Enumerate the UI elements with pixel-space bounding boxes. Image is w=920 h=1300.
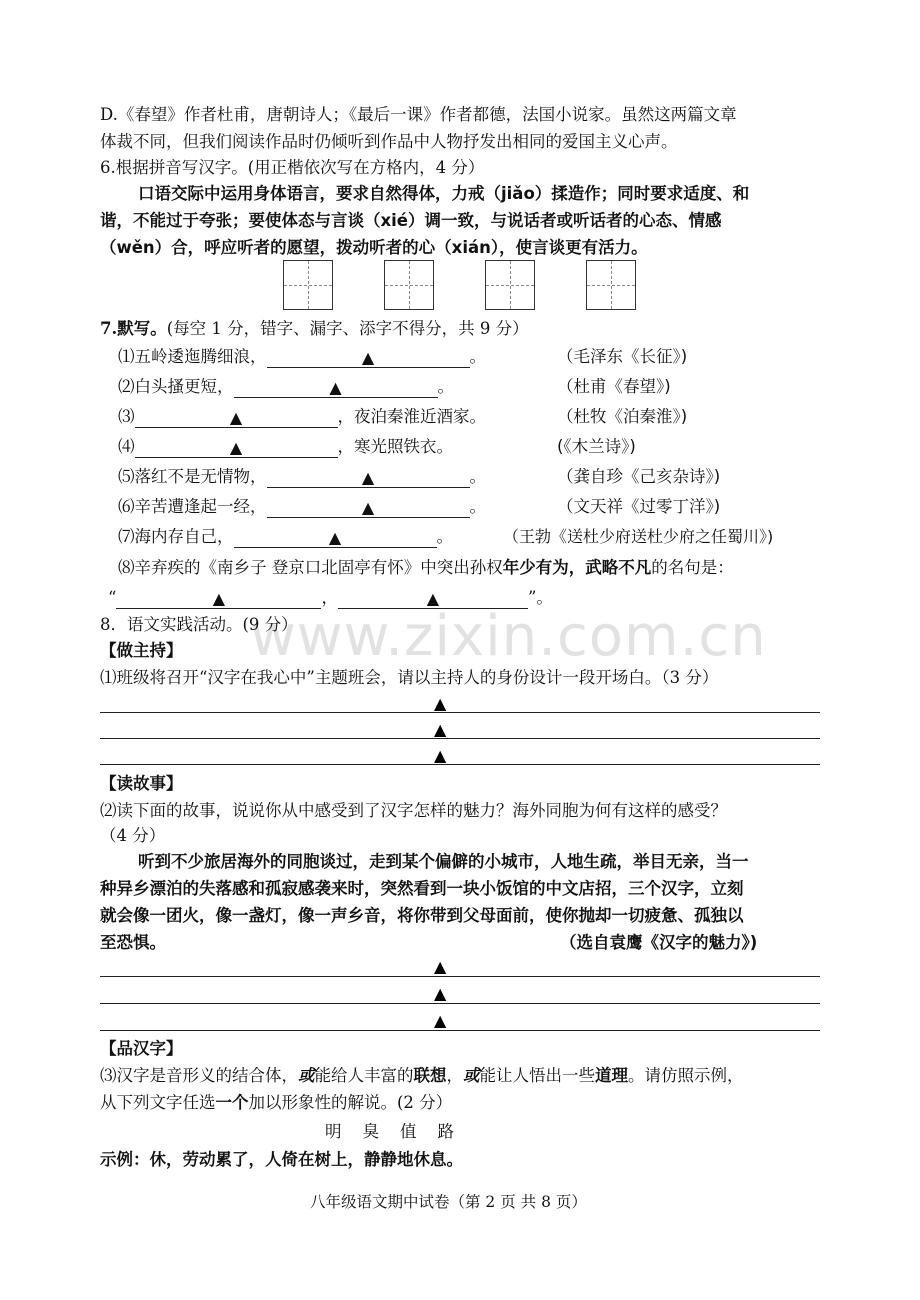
item-text: 。 <box>469 497 486 516</box>
q7-source-5: （龚自珍《己亥杂诗》) <box>557 467 721 486</box>
q7-item-1 <box>118 346 486 368</box>
fill-blank[interactable] <box>267 349 470 368</box>
fill-blank[interactable] <box>135 439 338 458</box>
triangle-marker-icon: ▲ <box>434 957 447 976</box>
page-footer: 八年级语文期中试卷（第 2 页 共 8 页） <box>310 1193 587 1211</box>
answer-line[interactable] <box>100 976 820 977</box>
q7-title-bold: 7.默写。 <box>100 319 167 338</box>
answer-box-4[interactable] <box>586 260 636 310</box>
q8-title: 8．语文实践活动。(9 分） <box>100 615 298 634</box>
triangle-marker-icon: ▲ <box>329 378 342 397</box>
item-number: ⑴ <box>118 347 135 366</box>
triangle-marker-icon: ▲ <box>434 984 447 1003</box>
text-emphasis: 一个 <box>215 1093 249 1112</box>
q7-source-7: （王勃《送杜少府送杜少府之任蜀川》) <box>503 527 774 546</box>
q7-source-6: （文天祥《过零丁洋》) <box>557 497 721 516</box>
item-text: 辛苦遭逢起一经， <box>134 497 267 516</box>
item-text: ⑻辛弃疾的《南乡子 登京口北固亭有怀》中突出孙权 <box>118 558 503 577</box>
triangle-marker-icon: ▲ <box>434 720 447 739</box>
text: 能让人悟出一些 <box>479 1066 595 1085</box>
text-emphasis: 或 <box>298 1066 315 1085</box>
q8-section-host-heading: 【做主持】 <box>100 641 183 660</box>
text-emphasis: 或 <box>463 1066 480 1085</box>
q7-source-2: （杜甫《春望》) <box>557 377 671 396</box>
triangle-marker-icon: ▲ <box>229 438 243 457</box>
example-text: 休，劳动累了，人倚在树上，静静地休息。 <box>149 1150 463 1169</box>
q8-sub-3-line-2 <box>100 1092 452 1114</box>
triangle-marker-icon: ▲ <box>434 1011 447 1030</box>
q8-section-story-heading: 【读故事】 <box>100 774 183 793</box>
q8-sub-3-line-1 <box>100 1065 744 1087</box>
item-number: ⑺ <box>118 527 135 546</box>
q7-source-3: （杜牧《泊秦淮》) <box>557 407 688 426</box>
story-line-4: 至恐惧。 <box>100 933 166 952</box>
comma: ， <box>321 588 338 607</box>
item-text: 白头搔更短， <box>134 377 234 396</box>
q7-item-6 <box>118 496 486 518</box>
text: 能给人丰富的 <box>314 1066 414 1085</box>
triangle-marker-icon: ▲ <box>229 408 243 427</box>
character-choices: 明 臭 值 路 <box>325 1122 454 1141</box>
answer-box-2[interactable] <box>384 260 434 310</box>
item-number: ⑵ <box>118 377 135 396</box>
fill-blank[interactable] <box>338 590 528 609</box>
answer-line[interactable] <box>100 712 820 713</box>
q7-source-4: (《木兰诗》) <box>557 437 636 456</box>
q7-item-3 <box>118 406 486 428</box>
item-text: 。 <box>436 527 453 546</box>
fill-blank[interactable] <box>267 499 470 518</box>
text: 。请仿照示例， <box>628 1066 744 1085</box>
triangle-marker-icon: ▲ <box>328 528 342 547</box>
example <box>100 1149 463 1171</box>
answer-line[interactable] <box>100 738 820 739</box>
item-text: 海内存自己， <box>134 527 234 546</box>
q7-item-8-answer <box>108 587 553 609</box>
q7-item-5 <box>118 466 486 488</box>
q7-title <box>100 318 529 340</box>
triangle-marker-icon: ▲ <box>361 468 375 487</box>
watermark: www.zixin.com.cn <box>250 604 767 669</box>
triangle-marker-icon: ▲ <box>361 348 375 367</box>
triangle-marker-icon: ▲ <box>434 746 447 765</box>
triangle-marker-icon: ▲ <box>434 694 447 713</box>
story-line-1: 听到不少旅居海外的同胞谈过，走到某个偏僻的小城市，人地生疏，举目无亲，当一 <box>138 852 749 871</box>
answer-line[interactable] <box>100 764 820 765</box>
item-number: ⑹ <box>118 497 135 516</box>
story-source: （选自袁鹰《汉字的魅力》) <box>560 933 758 952</box>
example-label: 示例： <box>100 1150 150 1169</box>
item-text: 五岭逶迤腾细浪， <box>134 347 267 366</box>
item-text: 。 <box>437 377 454 396</box>
answer-box-3[interactable] <box>485 260 535 310</box>
fill-blank[interactable] <box>234 529 437 548</box>
story-line-3: 就会像一团火，像一盏灯，像一声乡音，将你带到父母面前，使你抛却一切疲惫、孤独以 <box>100 906 744 925</box>
item-text-emphasis: 年少有为，武略不凡 <box>502 558 652 577</box>
item-text: 。 <box>469 467 486 486</box>
q6-passage-line-3: （wěn）合，呼应听者的愿望，拨动听者的心（xián），使言谈更有活力。 <box>100 238 648 257</box>
q7-item-2 <box>118 376 454 398</box>
fill-blank[interactable] <box>135 409 338 428</box>
item-text: 落红不是无情物， <box>134 467 267 486</box>
option-d-line-1: D.《春望》作者杜甫，唐朝诗人；《最后一课》作者都德，法国小说家。虽然这两篇文章 <box>100 105 737 124</box>
q7-title-rest: (每空 1 分，错字、漏字、添字不得分，共 9 分） <box>166 319 529 338</box>
triangle-marker-icon: ▲ <box>361 498 375 517</box>
text: ， <box>446 1066 463 1085</box>
fill-blank[interactable] <box>234 379 438 398</box>
item-text: ，夜泊秦淮近酒家。 <box>337 407 486 426</box>
q7-item-7 <box>118 526 453 548</box>
text-emphasis: 联想 <box>413 1066 447 1085</box>
q8-sub-2-line-2: （4 分） <box>100 826 166 845</box>
answer-line[interactable] <box>100 1030 820 1031</box>
text: 加以形象性的解说。(2 分） <box>248 1093 453 1112</box>
item-number: ⑸ <box>118 467 135 486</box>
answer-box-1[interactable] <box>283 260 333 310</box>
q8-section-chars-heading: 【品汉字】 <box>100 1039 183 1058</box>
story-line-2: 种异乡漂泊的失落感和孤寂感袭来时，突然看到一块小饭馆的中文店招，三个汉字，立刻 <box>100 879 744 898</box>
item-number: ⑷ <box>118 437 135 456</box>
text-emphasis: 道理 <box>595 1066 628 1085</box>
item-number: ⑶ <box>118 407 135 426</box>
item-text: ，寒光照铁衣。 <box>337 437 453 456</box>
q7-source-1: （毛泽东《长征》) <box>557 347 688 366</box>
q8-sub-2-line-1: ⑵读下面的故事，说说你从中感受到了汉字怎样的魅力？海外同胞为何有这样的感受？ <box>100 801 727 820</box>
quote-open: “ <box>108 588 117 607</box>
q6-passage-line-2: 谐，不能过于夸张；要使体态与言谈（xié）调一致，与说话者或听话者的心态、情感 <box>100 211 722 230</box>
q7-item-4 <box>118 436 453 458</box>
text: 从下列文字任选 <box>100 1093 216 1112</box>
fill-blank[interactable] <box>116 590 321 609</box>
answer-line[interactable] <box>100 1003 820 1004</box>
q8-sub-1: ⑴班级将召开“汉字在我心中”主题班会，请以主持人的身份设计一段开场白。（3 分） <box>100 668 719 687</box>
option-d-line-2: 体裁不同，但我们阅读作品时仍倾听到作品中人物抒发出相同的爱国主义心声。 <box>100 132 678 151</box>
triangle-marker-icon: ▲ <box>212 589 226 608</box>
item-text: 的名句是： <box>651 558 734 577</box>
q6-passage-line-1: 口语交际中运用身体语言，要求自然得体，力戒（jiǎo）揉造作；同时要求适度、和 <box>138 184 750 203</box>
item-text: 。 <box>469 347 486 366</box>
q7-item-8 <box>118 557 734 579</box>
fill-blank[interactable] <box>267 469 470 488</box>
triangle-marker-icon: ▲ <box>426 589 440 608</box>
text: ⑶汉字是音形义的结合体， <box>100 1066 298 1085</box>
quote-close: ”。 <box>527 588 553 607</box>
q6-title: 6.根据拼音写汉字。(用正楷依次写在方格内，4 分） <box>100 158 485 177</box>
